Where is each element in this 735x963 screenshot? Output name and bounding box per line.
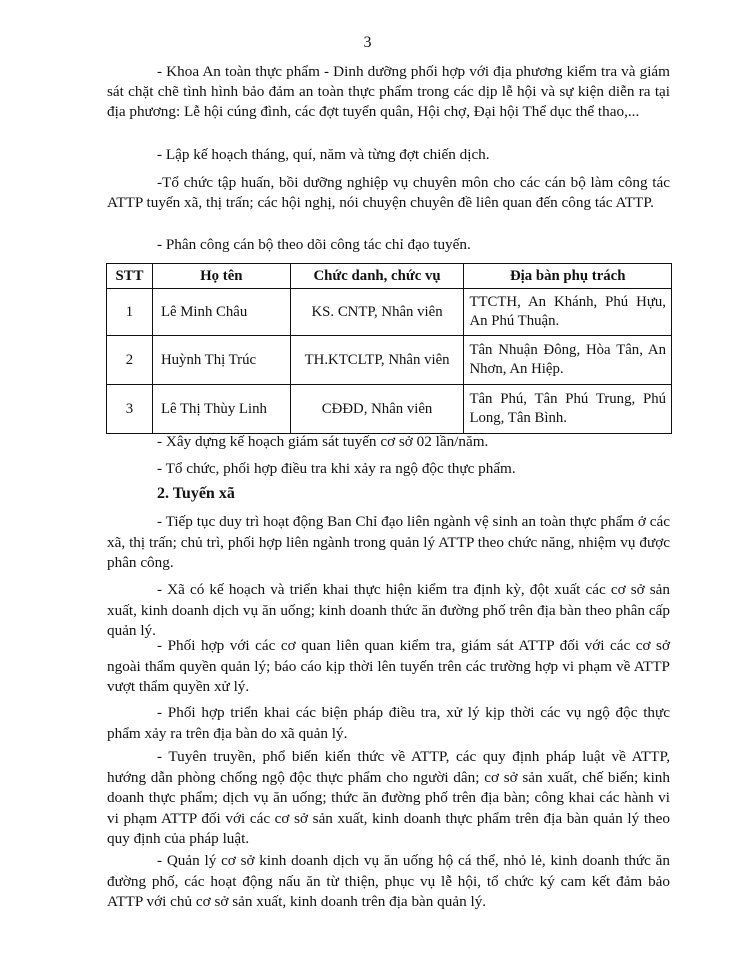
page-number: 3: [363, 34, 372, 51]
header-stt: STT: [107, 264, 153, 289]
paragraph-commune-inspection: - Xã có kế hoạch và triển khai thực hiện kiểm tra định kỳ, đột xuất các cơ sở sản xuất, kinh doanh dịch vụ ăn uống; kinh doanh thức ăn đường phố trên địa bàn theo phân cấp quản lý.: [107, 581, 670, 639]
paragraph-steering-committee: - Tiếp tục duy trì hoạt động Ban Chỉ đạo liên ngành vệ sinh an toàn thực phẩm ở các xã, thị trấn; chủ trì, phối hợp liên ngành trong quản lý ATTP theo chức năng, nhiệm vụ được phân công.: [107, 513, 670, 571]
cell-name: Huỳnh Thị Trúc: [152, 336, 290, 385]
cell-stt: 3: [107, 385, 153, 434]
cell-stt: 1: [107, 289, 153, 336]
cell-title: CĐĐD, Nhân viên: [290, 385, 464, 434]
cell-name: Lê Thị Thùy Linh: [152, 385, 290, 434]
paragraph-food-safety-department: - Khoa An toàn thực phẩm - Dinh dưỡng phối hợp với địa phương kiểm tra và giám sát chặt chẽ tình hình bảo đảm an toàn thực phẩm trong các dịp lễ hội và sự kiện diễn ra tại địa phương: Lễ hội cúng đình, các đợt tuyển quân, Hội chợ, Đại hội Thể dục thể thao,...: [107, 63, 670, 120]
table-row: [107, 336, 672, 385]
cell-area: TTCTH, An Khánh, Phú Hựu, An Phú Thuận.: [464, 289, 672, 336]
paragraph-household-management: - Quản lý cơ sở kinh doanh dịch vụ ăn uống hộ cá thể, nhỏ lẻ, kinh doanh thức ăn đường phố, các hoạt động nấu ăn từ thiện, phục vụ lễ hội, tổ chức ký cam kết đảm bảo ATTP với chủ cơ sở sản xuất, kinh doanh trên địa bàn quản lý.: [107, 852, 670, 910]
paragraph-training: -Tổ chức tập huấn, bồi dưỡng nghiệp vụ chuyên môn cho các cán bộ làm công tác ATTP tuyến xã, thị trấn; các hội nghị, nói chuyện chuyên đề liên quan đến công tác ATTP.: [107, 174, 670, 211]
staff-assignment-table: [106, 263, 672, 434]
table-header-row: [107, 264, 672, 289]
paragraph-coordination: - Phối hợp với các cơ quan liên quan kiểm tra, giám sát ATTP đối với các cơ sở ngoài thẩm quyền quản lý; báo cáo kịp thời lên tuyến trên các trường hợp vi phạm về ATTP vượt thẩm quyền xử lý.: [107, 637, 670, 695]
cell-area: Tân Phú, Tân Phú Trung, Phú Long, Tân Bình.: [464, 385, 672, 434]
header-area: Địa bàn phụ trách: [464, 264, 672, 289]
header-title: Chức danh, chức vụ: [290, 264, 464, 289]
paragraph-communication: - Tuyên truyền, phổ biến kiến thức về ATTP, các quy định pháp luật về ATTP, hướng dẫn phòng chống ngộ độc thực phẩm cho người dân; cơ sở sản xuất, chế biến; kinh doanh thực phẩm; dịch vụ ăn uống; thức ăn đường phố trên địa bàn; công khai các hành vi vi phạm ATTP đối với các cơ sở sản xuất, kinh doanh thực phẩm trên địa bàn quản lý theo quy định của pháp luật.: [107, 748, 670, 847]
paragraph-planning: - Lập kế hoạch tháng, quí, năm và từng đợt chiến dịch.: [157, 146, 490, 163]
paragraph-poisoning-investigation: - Tổ chức, phối hợp điều tra khi xảy ra ngộ độc thực phẩm.: [157, 460, 516, 477]
paragraph-staff-assignment: - Phân công cán bộ theo dõi công tác chỉ đạo tuyến.: [157, 236, 471, 253]
paragraph-investigation-measures: - Phối hợp triển khai các biện pháp điều tra, xử lý kịp thời các vụ ngộ độc thực phẩm xảy ra trên địa bàn do xã quản lý.: [107, 704, 670, 742]
cell-title: KS. CNTP, Nhân viên: [290, 289, 464, 336]
cell-title: TH.KTCLTP, Nhân viên: [290, 336, 464, 385]
table-row: [107, 289, 672, 336]
cell-name: Lê Minh Châu: [152, 289, 290, 336]
cell-area: Tân Nhuận Đông, Hòa Tân, An Nhơn, An Hiệp.: [464, 336, 672, 385]
header-name: Họ tên: [152, 264, 290, 289]
section-heading: 2. Tuyến xã: [157, 485, 235, 502]
table-row: [107, 385, 672, 434]
cell-stt: 2: [107, 336, 153, 385]
paragraph-supervision-plan: - Xây dựng kế hoạch giám sát tuyến cơ sở 02 lần/năm.: [157, 433, 489, 450]
